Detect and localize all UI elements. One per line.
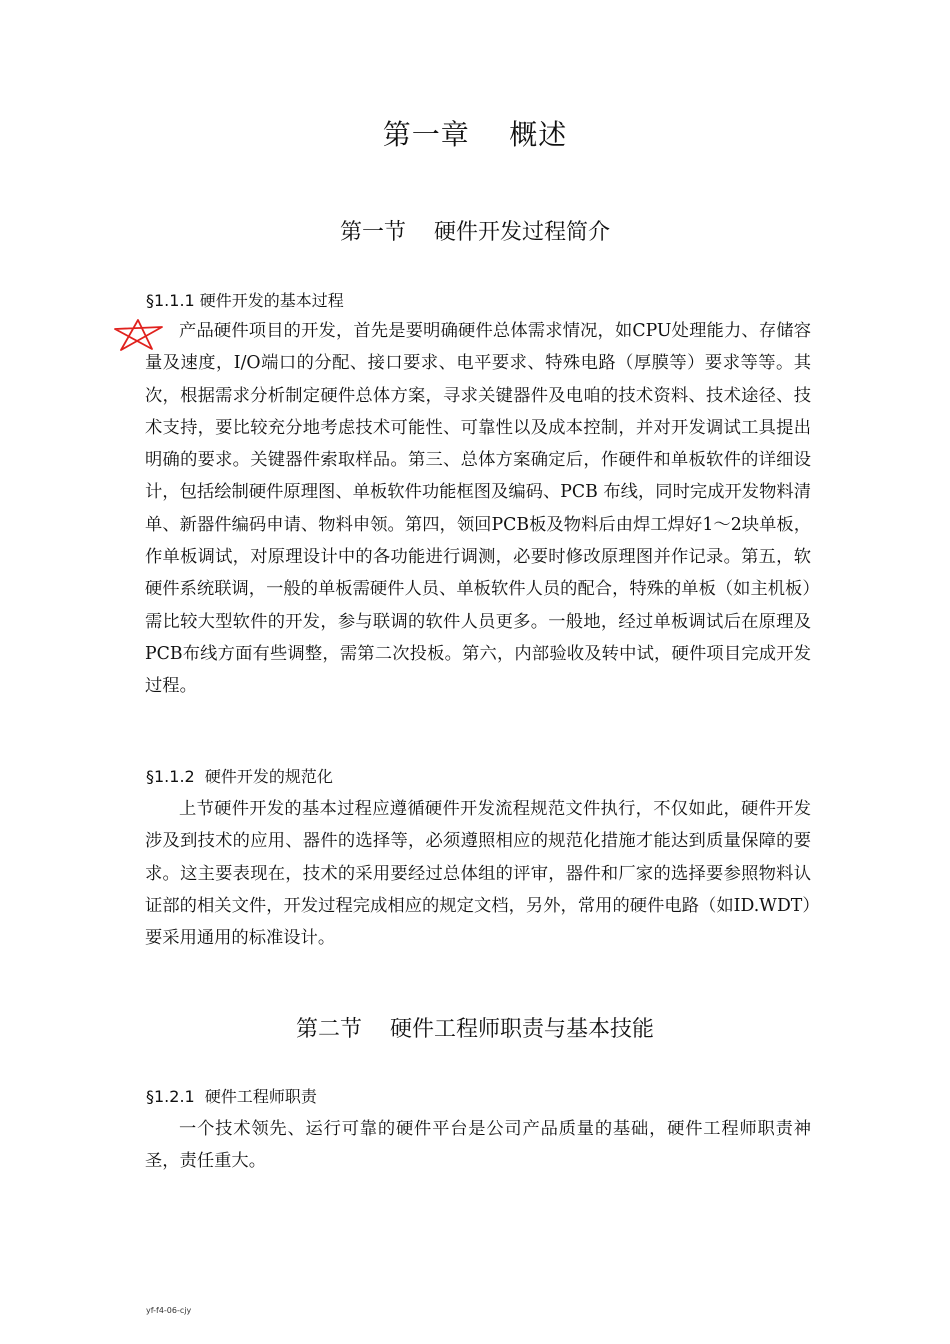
section-title-2: 第二节 硬件工程师职责与基本技能 bbox=[296, 1017, 654, 1042]
subsection-heading-1-2-1: §1.2.1 硬件工程师职责 bbox=[146, 1087, 317, 1106]
chapter-title: 第一章 概述 bbox=[382, 118, 568, 151]
subsection-heading-1-1-1: §1.1.1 硬件开发的基本过程 bbox=[146, 291, 344, 310]
paragraph-1-2-1: 一个技术领先、运行可靠的硬件平台是公司产品质量的基础，硬件工程师职责神圣，责任重大。 bbox=[145, 1119, 811, 1172]
section-title-1: 第一节 硬件开发过程简介 bbox=[340, 220, 610, 245]
footer-code: yf-f4-06-cjy bbox=[146, 1306, 192, 1315]
paragraph-1-1-2: 上节硬件开发的基本过程应遵循硬件开发流程规范文件执行，不仅如此，硬件开发涉及到技术的应用、器件的选择等，必须遵照相应的规范化措施才能达到质量保障的要求。这主要表现在，技术的采用要经过总体组的评审，器件和厂家的选择要参照物料认证部的相关文件，开发过程完成相应的规定文档，另外，常用的硬件电路（如ID.WDT）要采用通用的标准设计。 bbox=[145, 799, 811, 949]
subsection-heading-1-1-2: §1.1.2 硬件开发的规范化 bbox=[146, 767, 333, 786]
paragraph-1-1-1: 产品硬件项目的开发，首先是要明确硬件总体需求情况，如CPU处理能力、存储容量及速度，I/O端口的分配、接口要求、电平要求、特殊电路（厚膜等）要求等等。其次，根据需求分析制定硬件总体方案，寻求关键器件及电咱的技术资料、技术途径、技术支持，要比较充分地考虑技术可能性、可靠性以及成本控制，并对开发调试工具提出明确的要求。关键器件索取样品。第三、总体方案确定后，作硬件和单板软件的详细设计，包括绘制硬件原理图、单板软件功能框图及编码、PCB 布线，同时完成开发物料清单、新器件编码申请、物料申领。第四，领回PCB板及物料后由焊工焊好1～2块单板，作单板调试，对原理设计中的各功能进行调测，必要时修改原理图并作记录。第五，软硬件系统联调，一般的单板需硬件人员、单板软件人员的配合，特殊的单板（如主机板）需比较大型软件的开发，参与联调的软件人员更多。一般地，经过单板调试后在原理及PCB布线方面有些调整，需第二次投板。第六，内部验收及转中试，硬件项目完成开发过程。 bbox=[145, 321, 811, 697]
